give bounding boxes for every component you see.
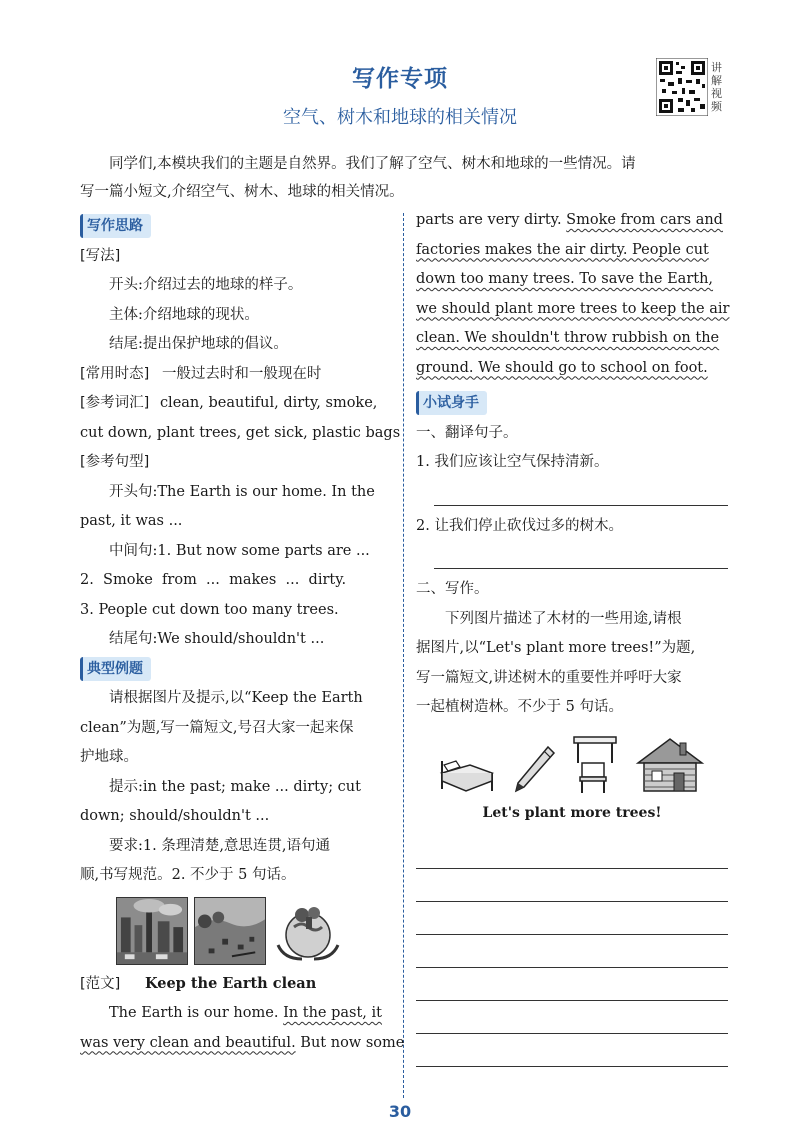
desk-chair-icon	[570, 733, 620, 795]
writing-area[interactable]	[416, 836, 728, 1067]
writing-line[interactable]	[416, 935, 728, 968]
model-cont-3: down too many trees. To save the Earth,	[416, 271, 714, 287]
method-label: [写法]	[80, 247, 121, 264]
method-body: 主体:介绍地球的现状。	[109, 306, 259, 323]
intro	[80, 150, 730, 206]
requirement-line-2: 顺,书写规范。2. 不少于 5 句话。	[80, 867, 296, 883]
bed-icon	[436, 751, 498, 795]
vocab-line-2: cut down, plant trees, get sick, plastic bags	[80, 424, 401, 441]
model-line-2a: was very clean and beautiful.	[80, 1034, 296, 1051]
vocab-line-1: clean, beautiful, dirty, smoke,	[159, 395, 378, 411]
qr-code-icon[interactable]	[656, 58, 708, 116]
answer-line-1[interactable]	[434, 478, 728, 506]
page-title: 写作专项	[352, 66, 448, 92]
part2-title: 二、写作。	[416, 581, 489, 597]
practice-tag: 小试身手	[416, 391, 487, 415]
vocab-row	[80, 389, 395, 419]
earth-hands-image	[272, 897, 344, 965]
tense-label: [常用时态]	[80, 365, 150, 382]
model-cont-1b: Smoke from cars and	[566, 212, 723, 228]
writing-line[interactable]	[416, 836, 728, 869]
model-line-2b: But now some	[295, 1034, 405, 1051]
left-column	[80, 212, 405, 1058]
task-line-4: 一起植树造林。不少于 5 句话。	[416, 699, 623, 715]
example-tag: 典型例题	[80, 657, 151, 681]
writing-line[interactable]	[416, 1034, 728, 1067]
method-opening: 开头:介绍过去的地球的样子。	[109, 277, 303, 293]
method-ending: 结尾:提出保护地球的倡议。	[109, 336, 288, 352]
page-subtitle: 空气、树木和地球的相关情况	[283, 107, 517, 128]
pencil-icon	[512, 743, 556, 795]
wooden-house-icon	[634, 735, 706, 795]
sentence-open-2: past, it was ...	[80, 513, 183, 529]
model-title-row	[80, 969, 395, 1000]
sentence-mid-2: 2. Smoke from ... makes ... dirty.	[80, 572, 347, 588]
model-cont-5: clean. We shouldn't throw rubbish on the	[416, 330, 720, 346]
model-cont-4: we should plant more trees to keep the air	[416, 300, 730, 317]
sentence-label: [参考句型]	[80, 454, 150, 470]
answer-line-2[interactable]	[434, 541, 728, 569]
model-cont-2: factories makes the air dirty. People cut	[416, 241, 709, 258]
column-divider	[403, 213, 404, 1098]
writing-line[interactable]	[416, 968, 728, 1001]
qr-label: 讲解视频	[711, 61, 722, 113]
model-title: Keep the Earth clean	[144, 974, 317, 992]
task-line-1: 下列图片描述了木材的一些用途,请根	[445, 610, 682, 627]
question-1: 1. 我们应该让空气保持清新。	[416, 454, 609, 470]
part1-title: 一、翻译句子。	[416, 424, 518, 441]
sentence-end: 结尾句:We should/shouldn't ...	[109, 631, 325, 647]
model-line-2	[80, 1029, 405, 1059]
sentence-open-1: 开头句:The Earth is our home. In the	[109, 483, 375, 500]
task-line-3: 写一篇短文,讲述树木的重要性并呼吁大家	[416, 669, 682, 686]
sentence-mid-3: 3. People cut down too many trees.	[80, 601, 339, 618]
example-pictures	[116, 897, 395, 965]
sentence-mid-1: 中间句:1. But now some parts are ...	[109, 542, 370, 559]
writing-ideas-tag: 写作思路	[80, 214, 151, 238]
tense-row	[80, 360, 395, 390]
intro-line-2: 写一篇小短文,介绍空气、树木、地球的相关情况。	[80, 184, 404, 200]
writing-line[interactable]	[416, 869, 728, 902]
model-line-1b: In the past, it	[283, 1005, 382, 1021]
wood-uses-pictures	[436, 733, 728, 795]
model-line-1a: The Earth is our home.	[109, 1005, 284, 1021]
task-line-2: 据图片,以“Let's plant more trees!”为题,	[416, 640, 696, 656]
example-line-2: clean”为题,写一篇短文,号召大家一起来保	[80, 719, 354, 736]
polluted-city-image	[116, 897, 188, 965]
right-column	[416, 206, 728, 1067]
example-line-3: 护地球。	[80, 749, 138, 765]
model-cont-1	[416, 206, 728, 236]
example-line-1: 请根据图片及提示,以“Keep the Earth	[109, 690, 363, 706]
intro-line-1: 同学们,本模块我们的主题是自然界。我们了解了空气、树木和地球的一些情况。请	[109, 156, 636, 172]
writing-line[interactable]	[416, 902, 728, 935]
requirement-line-1: 要求:1. 条理清楚,意思连贯,语句通	[109, 837, 331, 854]
question-2: 2. 让我们停止砍伐过多的树木。	[416, 517, 623, 534]
model-cont-1a: parts are very dirty.	[416, 212, 567, 228]
vocab-label: [参考词汇]	[80, 395, 150, 411]
deforestation-image	[194, 897, 266, 965]
model-cont-6: ground. We should go to school on foot.	[416, 359, 708, 376]
model-label: [范文]	[80, 975, 121, 992]
tense-value: 一般过去时和一般现在时	[161, 365, 322, 382]
hint-line-2: down; should/shouldn't ...	[80, 808, 270, 824]
hint-line-1: 提示:in the past; make ... dirty; cut	[109, 778, 361, 795]
page-number: 30	[388, 1102, 412, 1121]
writing-line[interactable]	[416, 1001, 728, 1034]
model-line-1	[80, 999, 395, 1029]
picture-caption: Let's plant more trees!	[482, 804, 662, 821]
